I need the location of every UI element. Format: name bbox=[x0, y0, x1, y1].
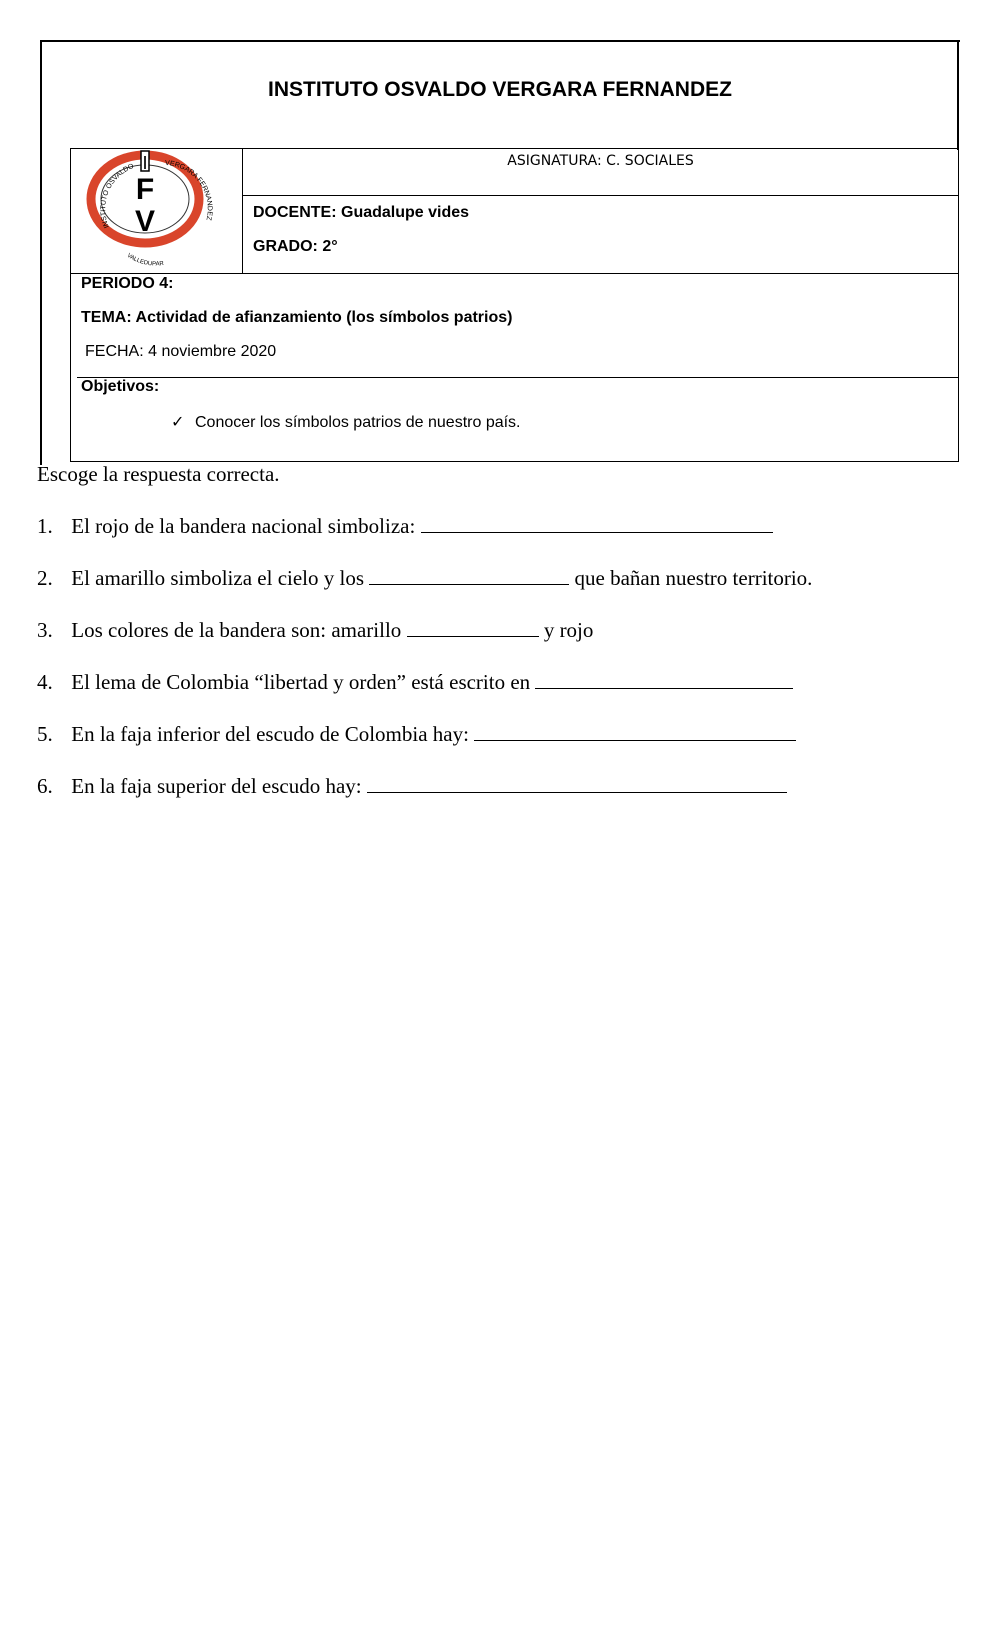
topic-line bbox=[81, 309, 512, 327]
question-2 bbox=[37, 565, 812, 591]
question-6 bbox=[37, 773, 787, 799]
question-number: 4. bbox=[37, 670, 53, 694]
answer-blank[interactable] bbox=[407, 617, 539, 637]
question-text: El lema de Colombia “libertad y orden” está escrito en bbox=[71, 670, 531, 694]
teacher-name: DOCENTE: Guadalupe vides bbox=[253, 204, 470, 221]
question-5 bbox=[37, 721, 796, 747]
subject-label: ASIGNATURA: C. SOCIALES bbox=[507, 153, 694, 169]
question-text: En la faja inferior del escudo de Colombia hay: bbox=[71, 722, 469, 746]
objective-text: Conocer los símbolos patrios de nuestro país. bbox=[195, 414, 521, 431]
logo-ring-text-bottom: VALLEDUPAR bbox=[125, 252, 165, 268]
answer-blank[interactable] bbox=[367, 773, 787, 793]
question-text-after: y rojo bbox=[543, 618, 594, 642]
question-number: 6. bbox=[37, 774, 53, 798]
topic-value: Actividad de afianzamiento (los símbolos patrios) bbox=[135, 309, 513, 326]
school-logo bbox=[71, 149, 243, 273]
question-text: Los colores de la bandera son: amarillo bbox=[71, 618, 402, 642]
outer-frame-top bbox=[40, 40, 960, 42]
outer-frame-left bbox=[40, 40, 42, 465]
question-number: 1. bbox=[37, 514, 53, 538]
row-divider-2 bbox=[77, 377, 958, 378]
question-text: El amarillo simboliza el cielo y los bbox=[71, 566, 365, 590]
question-3 bbox=[37, 617, 593, 643]
objective-item bbox=[171, 412, 521, 432]
instruction: Escoge la respuesta correcta. bbox=[37, 462, 280, 486]
subject-cell bbox=[243, 149, 958, 196]
logo-letter-v: V bbox=[134, 205, 156, 238]
answer-blank[interactable] bbox=[535, 669, 793, 689]
answer-blank[interactable] bbox=[474, 721, 796, 741]
logo-cell bbox=[71, 149, 243, 273]
question-text: En la faja superior del escudo hay: bbox=[71, 774, 362, 798]
question-1 bbox=[37, 513, 773, 539]
row-divider-1 bbox=[71, 273, 958, 274]
period-label: PERIODO 4: bbox=[81, 275, 174, 292]
header-table bbox=[70, 148, 959, 462]
date-label: FECHA: 4 noviembre 2020 bbox=[85, 343, 277, 360]
question-text: El rojo de la bandera nacional simboliza: bbox=[71, 514, 416, 538]
logo-letter-f: F bbox=[135, 173, 155, 206]
topic-label: TEMA: bbox=[81, 309, 132, 326]
grade-label: GRADO: 2° bbox=[253, 238, 338, 255]
question-number: 2. bbox=[37, 566, 53, 590]
answer-blank[interactable] bbox=[421, 513, 773, 533]
question-4 bbox=[37, 669, 793, 695]
logo-ring-text-left: INSTITUTO OSVALDO bbox=[100, 162, 135, 230]
objectives-label: Objetivos: bbox=[81, 378, 160, 395]
logo-ring-text-right: VERGARA FERNANDEZ bbox=[164, 159, 213, 221]
school-title: INSTITUTO OSVALDO VERGARA FERNANDEZ bbox=[268, 78, 732, 101]
logo-letter-i: I bbox=[142, 153, 148, 173]
question-number: 3. bbox=[37, 618, 53, 642]
teacher-cell bbox=[243, 196, 958, 273]
answer-blank[interactable] bbox=[369, 565, 569, 585]
question-text-after: que bañan nuestro territorio. bbox=[574, 566, 813, 590]
checkmark-icon: ✓ bbox=[171, 414, 185, 431]
question-number: 5. bbox=[37, 722, 53, 746]
